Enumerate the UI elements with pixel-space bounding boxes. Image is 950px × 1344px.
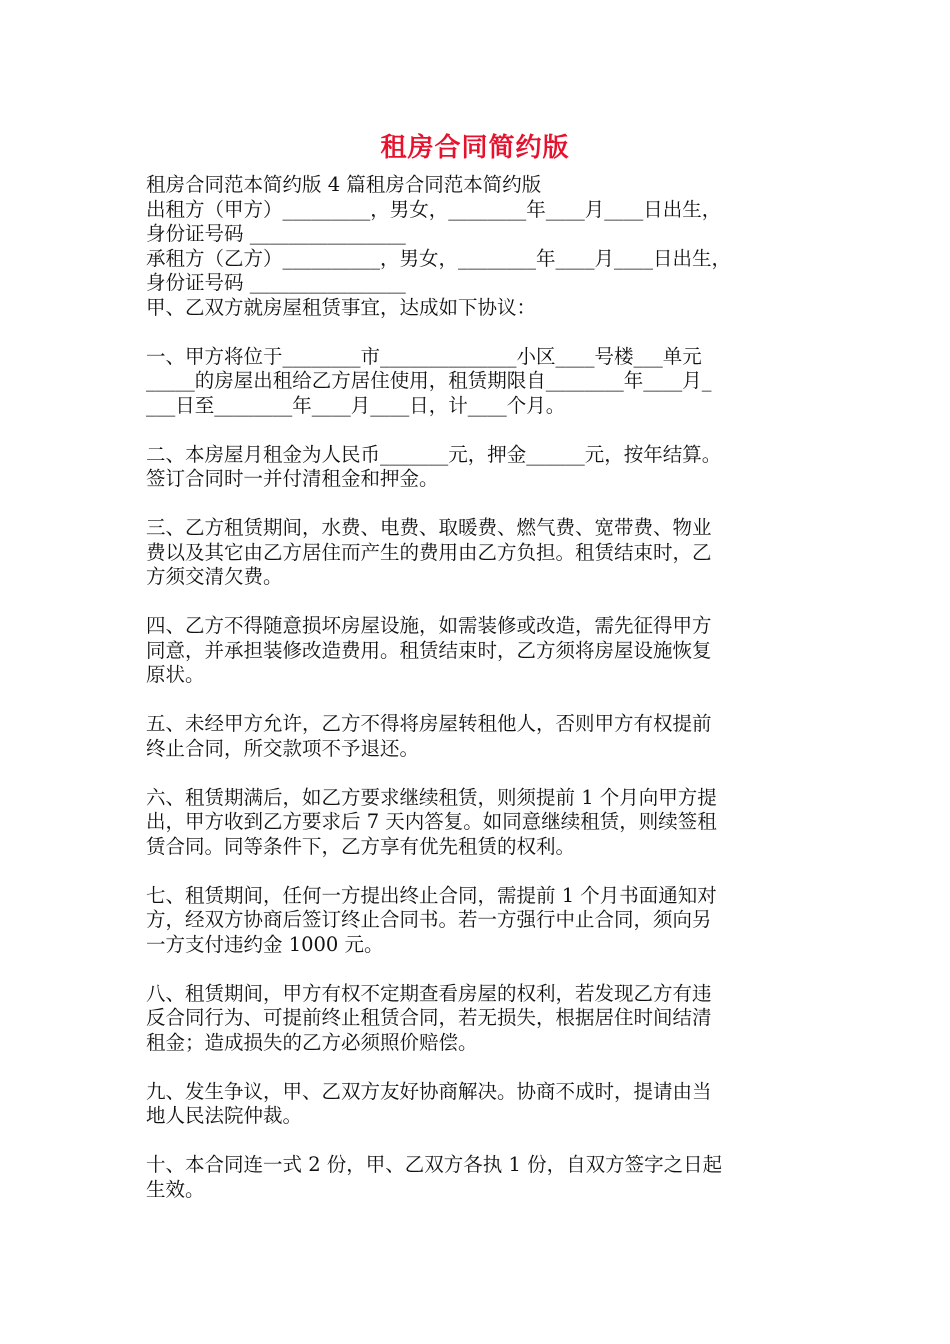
text-line: ___日至________年____月____日，计____个月。: [146, 393, 566, 417]
paragraph-gap: [146, 688, 814, 713]
text-line: 原状。: [146, 663, 205, 686]
text-line: 终止合同，所交款项不予退还。: [146, 736, 420, 760]
text-line: 方须交清欠费。: [146, 565, 283, 588]
paragraph-gap: [146, 418, 814, 443]
text-line: 二、本房屋月租金为人民币_______元，押金______元，按年结算。: [146, 442, 722, 466]
text-line: 同意，并承担装修改造费用。租赁结束时，乙方须将房屋设施恢复: [146, 638, 712, 662]
text-line: 赁合同。同等条件下，乙方享有优先租赁的权利。: [146, 834, 576, 858]
text-line: 九、发生争议，甲、乙双方友好协商解决。协商不成时，提请由当: [146, 1079, 712, 1103]
text-line: 五、未经甲方允许，乙方不得将房屋转租他人，否则甲方有权提前: [146, 712, 712, 735]
text-line: 一、甲方将位于________市______________小区____号楼___单元: [146, 344, 702, 368]
paragraph-gap: [146, 492, 814, 517]
text-line: 方，经双方协商后签订终止合同书。若一方强行中止合同，须向另: [146, 908, 712, 931]
text-line: 承租方（乙方）__________，男女，________年____月____日出生，: [146, 246, 732, 270]
text-line: 身份证号码 ________________: [146, 271, 406, 294]
paragraph-gap: [146, 859, 814, 884]
text-line: 身份证号码 ________________: [146, 222, 406, 245]
text-line: 十、本合同连一式 2 份，甲、乙双方各执 1 份，自双方签字之日起: [146, 1153, 723, 1176]
text-line: 租房合同范本简约版 4 篇租房合同范本简约版: [146, 173, 542, 196]
text-line: 七、租赁期间，任何一方提出终止合同，需提前 1 个月书面通知对: [146, 883, 717, 907]
text-line: 签订合同时一并付清租金和押金。: [146, 467, 439, 490]
document-body: [146, 173, 814, 1202]
text-line: 四、乙方不得随意损坏房屋设施，如需装修或改造，需先征得甲方: [146, 614, 712, 637]
document-title: 租房合同简约版: [380, 133, 570, 163]
text-line: 一方支付违约金 1000 元。: [146, 932, 384, 956]
text-line: 八、租赁期间，甲方有权不定期查看房屋的权利，若发现乙方有违: [146, 981, 712, 1005]
text-line: 三、乙方租赁期间，水费、电费、取暖费、燃气费、宽带费、物业: [146, 516, 712, 539]
text-line: 六、租赁期满后，如乙方要求继续租赁，则须提前 1 个月向甲方提: [146, 785, 717, 809]
text-line: 反合同行为、可提前终止租赁合同，若无损失，根据居住时间结清: [146, 1006, 712, 1029]
text-line: 租金；造成损失的乙方必须照价赔偿。: [146, 1030, 478, 1054]
text-line: 出租方（甲方）_________，男女，________年____月____日出生，: [146, 197, 722, 221]
text-line: 出，甲方收到乙方要求后 7 天内答复。如同意继续租赁，则续签租: [146, 810, 717, 833]
paragraph-gap: [146, 320, 814, 345]
text-line: 甲、乙双方就房屋租赁事宜，达成如下协议：: [146, 295, 537, 319]
paragraph-gap: [146, 1055, 814, 1080]
paragraph-gap: [146, 957, 814, 982]
paragraph-gap: [146, 590, 814, 615]
text-line: 费以及其它由乙方居住而产生的费用由乙方负担。租赁结束时，乙: [146, 540, 712, 564]
paragraph-gap: [146, 1129, 814, 1154]
text-line: 生效。: [146, 1177, 205, 1201]
paragraph-gap: [146, 761, 814, 786]
text-line: 地人民法院仲裁。: [146, 1104, 303, 1127]
text-line: _____的房屋出租给乙方居住使用，租赁期限自________年____月_: [146, 369, 712, 392]
